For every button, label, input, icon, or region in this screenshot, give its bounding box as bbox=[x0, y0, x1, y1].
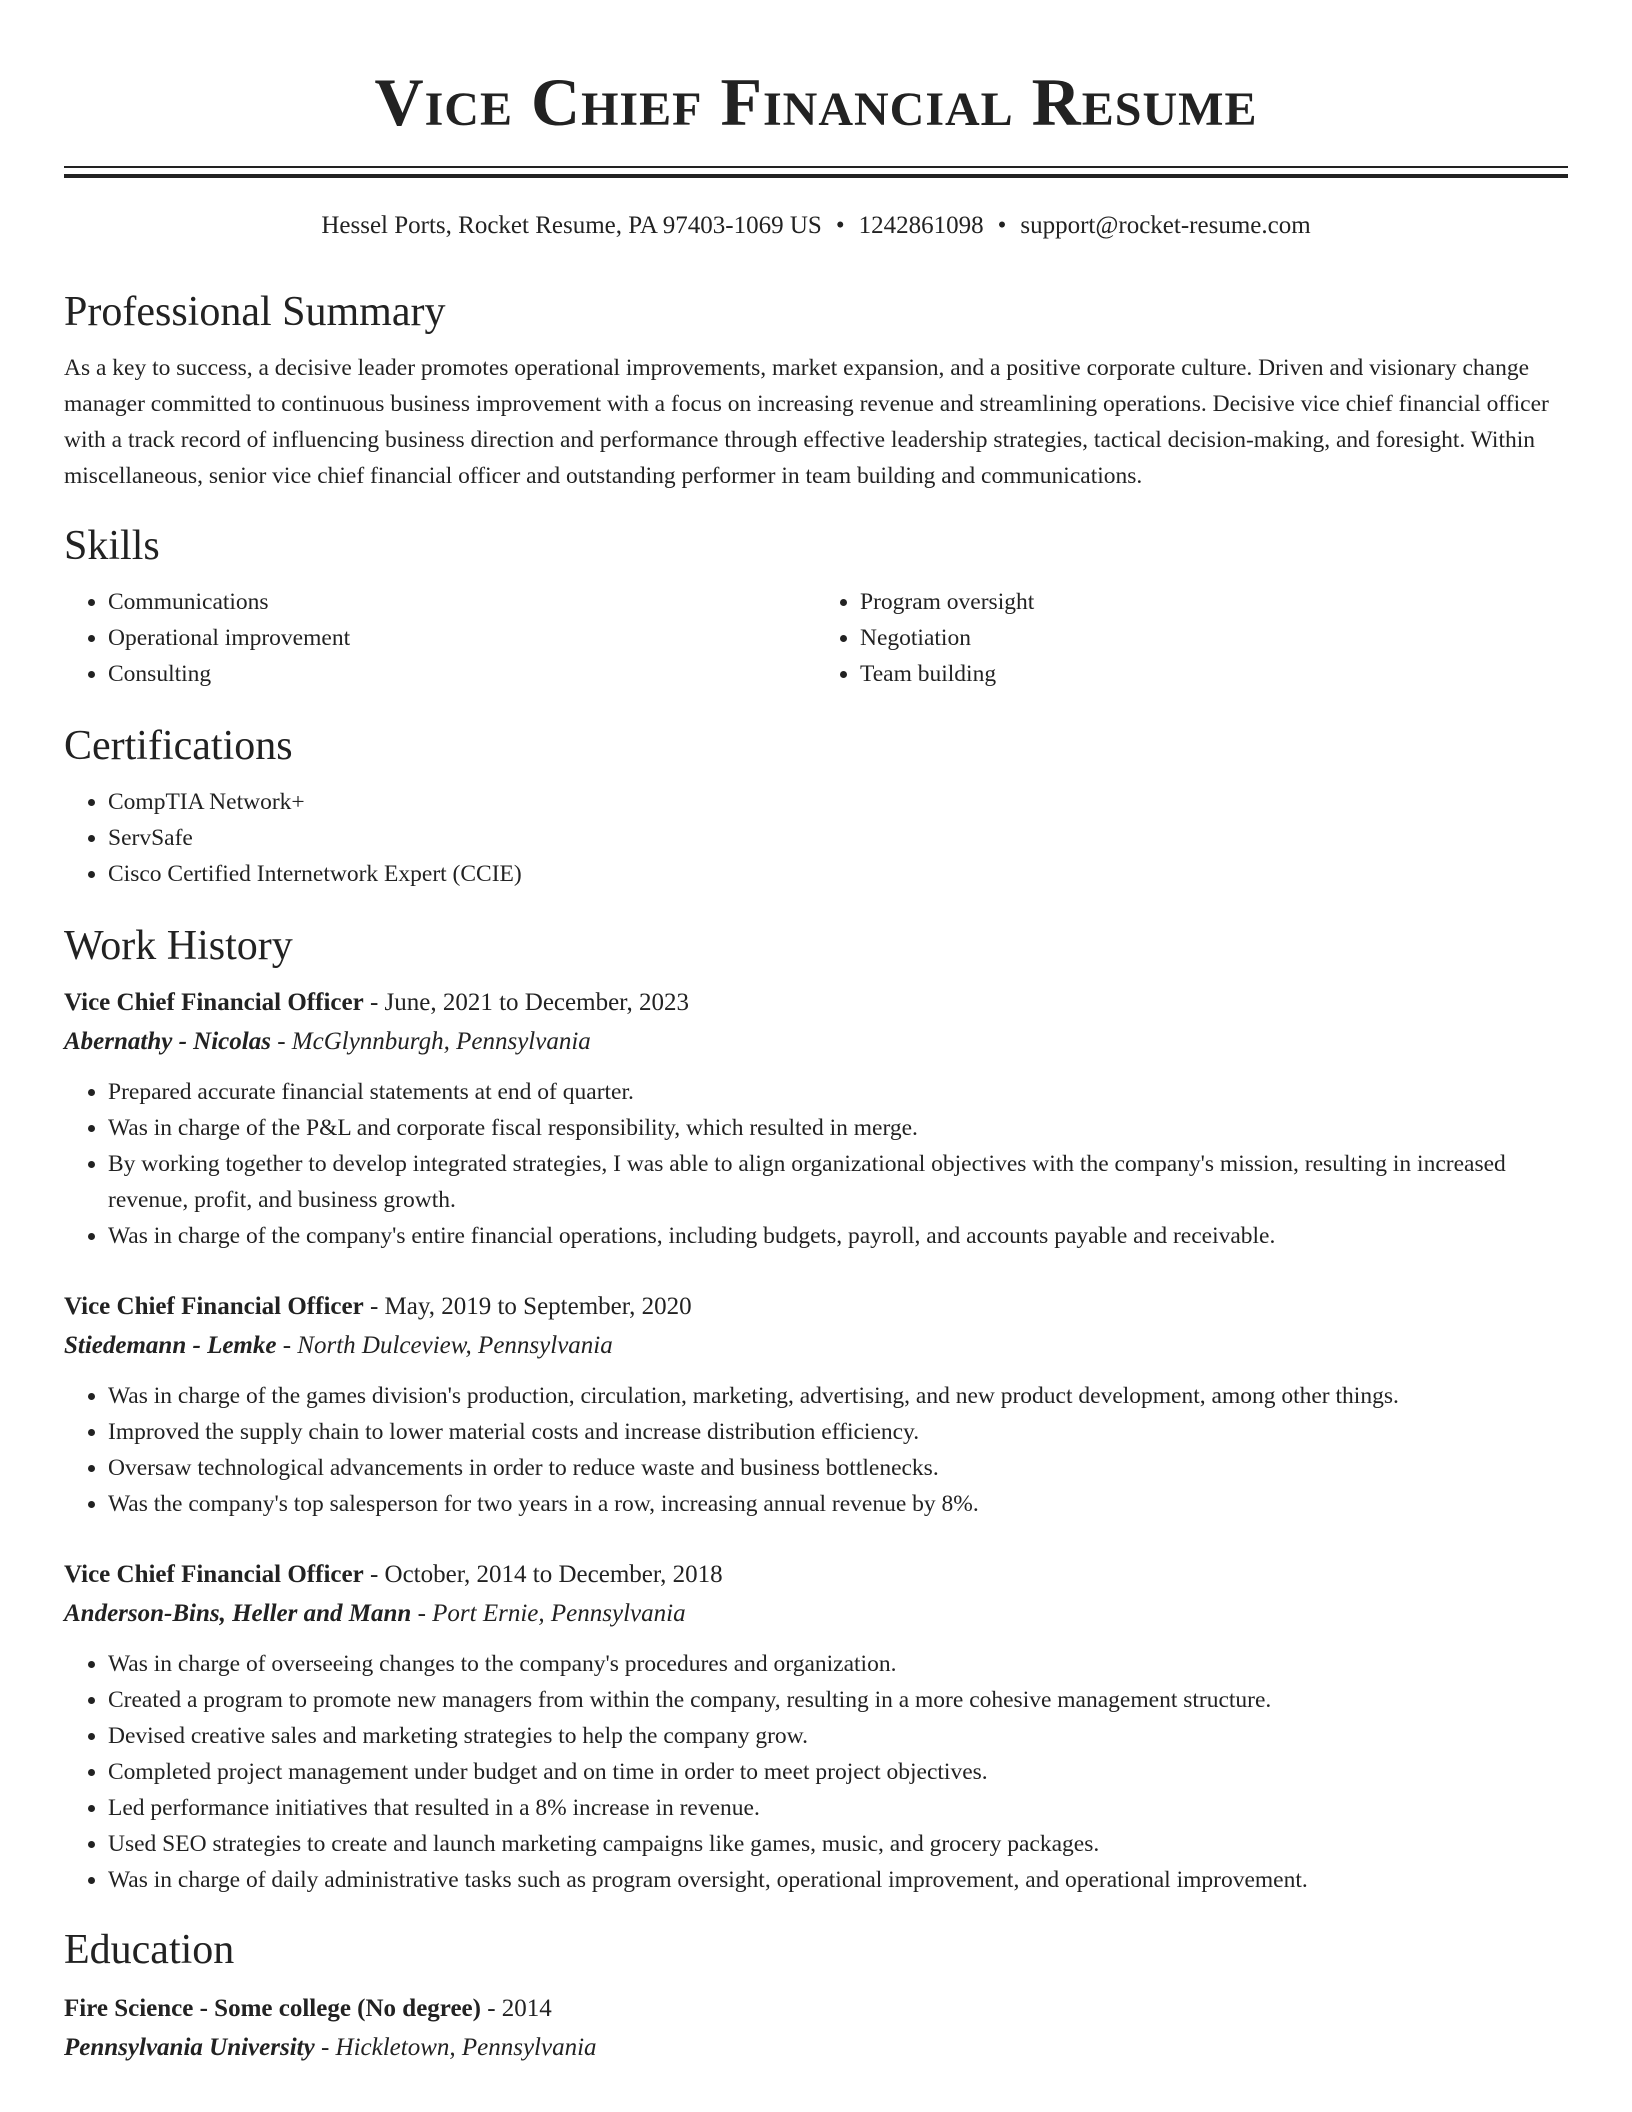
job-duty: • Was in charge of daily administrative tasks such as program oversight, operational improvement, and operational improvement. bbox=[108, 1862, 1568, 1898]
skill-item: • Consulting bbox=[108, 656, 816, 692]
summary-text: As a key to success, a decisive leader promotes operational improvements, market expansion, and a positive corporate culture. Driven and visionary change manager committed to continuous business improvement with a focus on increasing revenue and streamlining operations. Decisive vice chief financial officer with a track record of influencing business direction and performance through effective leadership strategies, tactical decision-making, and foresight. Within miscellaneous, senior vice chief financial officer and outstanding performer in team building and communications. bbox=[64, 355, 1549, 489]
job-title-line bbox=[64, 1556, 1568, 1594]
job-dates: - May, 2019 to September, 2020 bbox=[363, 1293, 692, 1320]
job-entry bbox=[64, 984, 1568, 1254]
certification-item: • CompTIA Network+ bbox=[108, 784, 1568, 820]
education-school-line bbox=[64, 2028, 1568, 2068]
job-company-line bbox=[64, 1594, 1568, 1634]
work-history-heading: Work History bbox=[64, 923, 293, 969]
job-duty: • Devised creative sales and marketing strategies to help the company grow. bbox=[108, 1718, 1568, 1754]
contact-phone: 1242861098 bbox=[858, 212, 984, 239]
education-heading: Education bbox=[64, 1927, 235, 1973]
job-duty: • Was in charge of the company's entire financial operations, including budgets, payroll, and accounts payable and receivable. bbox=[108, 1218, 1568, 1254]
job-dates: - June, 2021 to December, 2023 bbox=[363, 989, 689, 1016]
education-degree: Fire Science - Some college (No degree) bbox=[64, 1995, 481, 2022]
job-location: - North Dulceview, Pennsylvania bbox=[276, 1332, 613, 1359]
job-title-line bbox=[64, 1288, 1568, 1326]
contact-address: Hessel Ports, Rocket Resume, PA 97403-1069 US bbox=[321, 212, 822, 239]
job-location: - McGlynnburgh, Pennsylvania bbox=[270, 1028, 591, 1055]
certifications-heading: Certifications bbox=[64, 723, 293, 769]
job-duties bbox=[64, 1074, 1568, 1254]
skill-item: • Program oversight bbox=[860, 584, 1568, 620]
education-location: - Hickletown, Pennsylvania bbox=[314, 2034, 597, 2061]
education-entry bbox=[64, 1990, 1568, 2068]
skill-item: • Team building bbox=[860, 656, 1568, 692]
education-year: - 2014 bbox=[480, 1995, 552, 2022]
job-title-line bbox=[64, 984, 1568, 1022]
skills-grid bbox=[64, 584, 1568, 692]
job-duty: • Used SEO strategies to create and launch marketing campaigns like games, music, and grocery packages. bbox=[108, 1826, 1568, 1862]
job-duty: • Was in charge of the P&L and corporate fiscal responsibility, which resulted in merge. bbox=[108, 1110, 1568, 1146]
contact-email: support@rocket-resume.com bbox=[1020, 212, 1311, 239]
skill-item: • Communications bbox=[108, 584, 816, 620]
contact-line bbox=[64, 210, 1568, 242]
education-degree-line bbox=[64, 1990, 1568, 2028]
job-duties bbox=[64, 1646, 1568, 1898]
job-duties bbox=[64, 1378, 1568, 1522]
job-entry bbox=[64, 1288, 1568, 1522]
contact-separator: • bbox=[835, 212, 845, 239]
skill-item: • Negotiation bbox=[860, 620, 1568, 656]
skill-item: • Operational improvement bbox=[108, 620, 816, 656]
job-duty: • By working together to develop integrated strategies, I was able to align organizational objectives with the company's mission, resulting in increased revenue, profit, and business growth. bbox=[108, 1146, 1568, 1218]
certification-item: • ServSafe bbox=[108, 820, 1568, 856]
job-role: Vice Chief Financial Officer bbox=[64, 1293, 364, 1320]
contact-separator: • bbox=[997, 212, 1007, 239]
job-company-line bbox=[64, 1022, 1568, 1062]
title-divider bbox=[64, 166, 1568, 178]
skills-heading: Skills bbox=[64, 523, 160, 569]
certification-item: • Cisco Certified Internetwork Expert (CCIE) bbox=[108, 856, 1568, 892]
job-dates: - October, 2014 to December, 2018 bbox=[363, 1561, 723, 1588]
job-duty: • Was the company's top salesperson for two years in a row, increasing annual revenue by 8%. bbox=[108, 1486, 1568, 1522]
job-role: Vice Chief Financial Officer bbox=[64, 1561, 364, 1588]
job-duty: • Improved the supply chain to lower material costs and increase distribution efficiency. bbox=[108, 1414, 1568, 1450]
job-company: Anderson-Bins, Heller and Mann bbox=[64, 1600, 412, 1627]
skills-list-left bbox=[64, 584, 816, 692]
job-company: Stiedemann - Lemke bbox=[64, 1332, 277, 1359]
job-location: - Port Ernie, Pennsylvania bbox=[411, 1600, 686, 1627]
job-duty: • Oversaw technological advancements in order to reduce waste and business bottlenecks. bbox=[108, 1450, 1568, 1486]
job-entry bbox=[64, 1556, 1568, 1898]
job-duty: • Prepared accurate financial statements at end of quarter. bbox=[108, 1074, 1568, 1110]
job-company: Abernathy - Nicolas bbox=[64, 1028, 271, 1055]
job-duty: • Led performance initiatives that resulted in a 8% increase in revenue. bbox=[108, 1790, 1568, 1826]
job-duty: • Created a program to promote new managers from within the company, resulting in a more cohesive management structure. bbox=[108, 1682, 1568, 1718]
job-duty: • Was in charge of overseeing changes to the company's procedures and organization. bbox=[108, 1646, 1568, 1682]
education-school: Pennsylvania University bbox=[64, 2034, 315, 2061]
job-role: Vice Chief Financial Officer bbox=[64, 989, 364, 1016]
job-company-line bbox=[64, 1326, 1568, 1366]
summary-heading: Professional Summary bbox=[64, 289, 446, 335]
resume-title: Vice Chief Financial Resume bbox=[374, 64, 1258, 140]
certifications-list bbox=[64, 784, 1568, 892]
job-duty: • Completed project management under budget and on time in order to meet project objectives. bbox=[108, 1754, 1568, 1790]
job-duty: • Was in charge of the games division's production, circulation, marketing, advertising, and new product development, among other things. bbox=[108, 1378, 1568, 1414]
skills-list-right bbox=[816, 584, 1568, 692]
